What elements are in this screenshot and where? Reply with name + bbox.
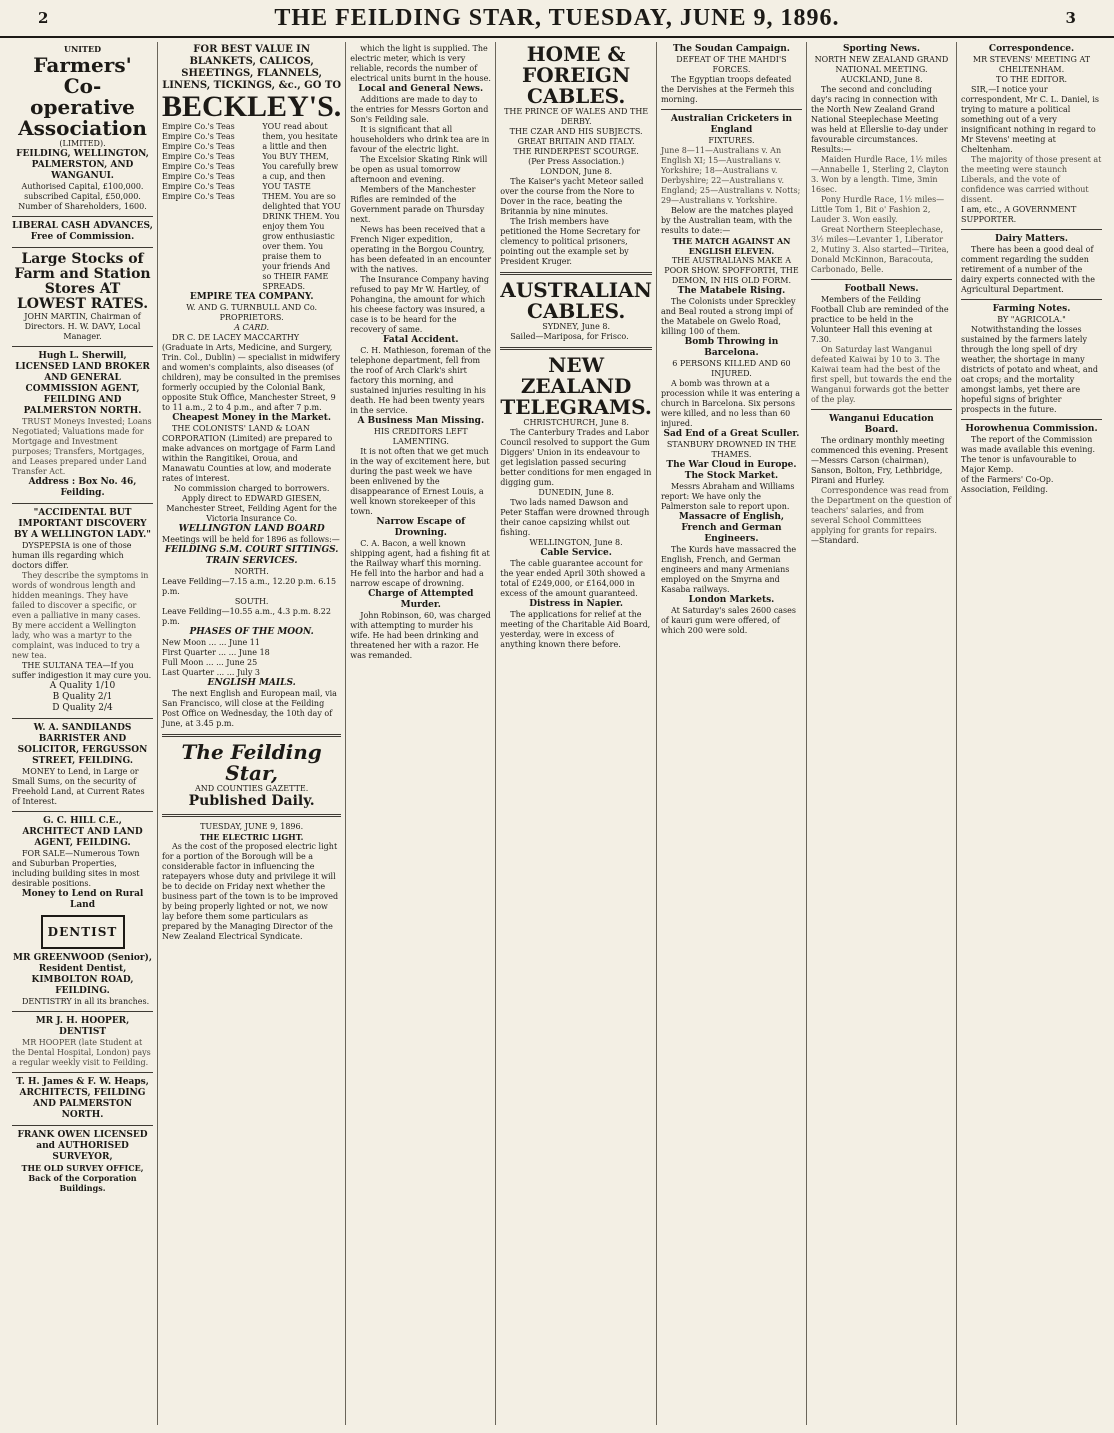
feilding-star-nameplate: The Feilding Star, bbox=[181, 740, 322, 785]
column-4: HOME & FOREIGN CABLES. THE PRINCE OF WALES AND THE DERBY. THE CZAR AND HIS SUBJECTS. GREAT BRITAIN AND ITALY. THE RINDERPEST SCOURGE. (Per Press Association.) LONDON, June 8. The Kaiser's yacht Meteor sailed over the course from the Nore to Dover in the race, beating the Britannia by nine minutes. The Irish members have petitioned the Home Secretary for clemency to political prisoners, pointing out the example set by President Kruger. AUSTRALIAN CABLES. SYDNEY, June 8. Sailed—Mariposa, for Frisco. NEW ZEALAND TELEGRAMS. CHRISTCHURCH, June 8. The Canterbury Trades and Labor Council resolved to support the Gum Diggers' Union in its endeavour to get legislation passed securing better conditions for men engaged in digging gum. DUNEDIN, June 8. Two lads named Dawson and Peter Staffan were drowned through their canoe capsizing whilst out fishing. WELLINGTON, June 8. Cable Service. The cable guarantee account for the year ended April 30th showed a total of £249,000, or £164,000 in excess of the amount guaranteed. Distress in Napier. The applications for relief at the meeting of the Charitable Aid Board, yesterday, were in excess of anything known there before. bbox=[496, 42, 657, 1425]
beckleys-heading: BECKLEY'S. bbox=[162, 90, 342, 123]
column-3: which the light is supplied. The electric meter, which is very reliable, records the number of electrical units burnt in the house. Local and General News. Additions are made to day to the entries for Messrs Gorton and Son's Feilding sale. It is significant that all householders who drink tea are in favour of the electric light. The Excelsior Skating Rink will be open as usual tomorrow afternoon and evening. Members of the Manchester Rifles are reminded of the Government parade on Thursday next. News has been received that a French Niger expedition, operating in the Borgou Country, has been defeated in an encounter with the natives. The Insurance Company having refused to pay Mr W. Hartley, of Pohangina, the amount for which his cheese factory was insured, a case is to be heard for the recovery of same. Fatal Accident. C. H. Mathieson, foreman of the telephone department, fell from the roof of Arch Clark's shirt factory this morning, and sustained injuries resulting in his death. He had been twenty years in the service. A Business Man Missing. HIS CREDITORS LEFT LAMENTING. It is not often that we get much in the way of excitement here, but during the past week we have been enlivened by the disappearance of Ernest Louis, a well known storekeeper of this town. Narrow Escape of Drowning. C. A. Bacon, a well known shipping agent, had a fishing fit at the Railway wharf this morning. He fell into the harbor and had a narrow escape of drowning. Charge of Attempted Murder. John Robinson, 60, was charged with attempting to murder his wife. He had been drinking and threatened her with a razor. He was remanded. bbox=[346, 42, 496, 1425]
nz-telegrams-heading: NEW ZEALAND TELEGRAMS. bbox=[500, 353, 652, 419]
masthead bbox=[0, 0, 1114, 38]
columns bbox=[8, 42, 1106, 1425]
australian-cables-heading: AUSTRALIAN CABLES. bbox=[500, 278, 652, 323]
column-6: Sporting News. NORTH NEW ZEALAND GRAND NATIONAL MEETING. AUCKLAND, June 8. The second and concluding day's racing in connection with the North New Zealand Grand National Steeplechase Meeting was held at Ellerslie to-day under favourable circumstances. Results:— Maiden Hurdle Race, 1½ miles—Annabelle 1, Sterling 2, Clayton 3. Won by a length. Time, 3min 16sec. Pony Hurdle Race, 1½ miles—Little Tom 1, Bit o' Fashion 2, Lauder 3. Won easily. Great Northern Steeplechase, 3½ miles—Levanter 1, Liberator 2, Mutiny 3. Also started—Tiritea, Donald McKinnon, Baracouta, Carbonado, Belle. Football News. Members of the Feilding Football Club are reminded of the practice to be held in the Volunteer Hall this evening at 7.30. On Saturday last Wanganui defeated Kaiwai by 10 to 3. The Kaiwai team had the best of the first spell, but towards the end the Wanganui forwards got the better of the play. Wanganui Education Board. The ordinary monthly meeting commenced this evening. Present—Messrs Carson (chairman), Sanson, Bolton, Fry, Lethbridge, Pirani and Hurley. Correspondence was read from the Department on the question of teachers' salaries, and from several School Committees applying for grants for repairs. —Standard. bbox=[807, 42, 957, 1425]
newspaper-title: THE FEILDING STAR, TUESDAY, JUNE 9, 1896. bbox=[274, 4, 840, 31]
column-1: UNITED Farmers' Co-operative Association (LIMITED). FEILDING, WELLINGTON, PALMERSTON, AND WANGANUI. Authorised Capital, £100,000. subscribed Capital, £50,000. Number of Shareholders, 1600. LIBERAL CASH ADVANCES, Free of Commission. Large Stocks of Farm and Station Stores AT LOWEST RATES. JOHN MARTIN, Chairman of Directors. H. W. DAVY, Local Manager. Hugh L. Sherwill, LICENSED LAND BROKER AND GENERAL COMMISSION AGENT, FEILDING AND PALMERSTON NORTH. TRUST Moneys Invested; Loans Negotiated; Valuations made for Mortgage and Investment purposes; Transfers, Mortgages, and Leases prepared under Land Transfer Act. Address : Box No. 46, Feilding. "ACCIDENTAL BUT IMPORTANT DISCOVERY BY A WELLINGTON LADY." DYSPEPSIA is one of those human ills regarding which doctors differ. They describe the symptoms in words of wondrous length and hidden meanings. They have failed to discover a specific, or even a palliative in many cases. By mere accident a Wellington lady, who was a martyr to the complaint, was induced to try a new tea. THE SULTANA TEA—If you suffer indigestion it may cure you. A Quality 1/10 B Quality 2/1 D Quality 2/4 W. A. SANDILANDS BARRISTER AND SOLICITOR, FERGUSSON STREET, FEILDING. MONEY to Lend, in Large or Small Sums, on the security of Freehold Land, at Current Rates of Interest. G. C. HILL C.E., ARCHITECT AND LAND AGENT, FEILDING. FOR SALE—Numerous Town and Suburban Properties, including building sites in most desirable positions. Money to Lend on Rural Land DENTIST MR GREENWOOD (Senior), Resident Dentist, KIMBOLTON ROAD, FEILDING. DENTISTRY in all its branches. MR J. H. HOOPER, DENTIST MR HOOPER (late Student at the Dental Hospital, London) pays a regular weekly visit to Feilding. T. H. James & F. W. Heaps, ARCHITECTS, FEILDING AND PALMERSTON NORTH. FRANK OWEN LICENSED and AUTHORISED SURVEYOR, THE OLD SURVEY OFFICE, Back of the Corporation Buildings. bbox=[8, 42, 158, 1425]
page-number-right: 3 bbox=[1065, 9, 1076, 27]
column-7: Correspondence. MR STEVENS' MEETING AT CHELTENHAM. TO THE EDITOR. SIR,—I notice your correspondent, Mr C. L. Daniel, is trying to mature a political something out of a very insignificant nothing in regard to Mr Stevens' meeting at Cheltenham. The majority of those present at the meeting were staunch Liberals, and the vote of confidence was carried without dissent. I am, etc., A GOVERNMENT SUPPORTER. Dairy Matters. There has been a good deal of comment regarding the sudden retirement of a number of the dairy experts connected with the Agricultural Department. Farming Notes. BY "AGRICOLA." Notwithstanding the losses sustained by the farmers lately through the long spell of dry weather, the shortage in many districts of potato and wheat, and oat crops; and the mortality amongst lambs, yet there are hopeful signs of brighter prospects in the future. Horowhenua Commission. The report of the Commission was made available this evening. The tenor is unfavourable to Major Kemp. of the Farmers' Co-Op. Association, Feilding. bbox=[961, 44, 1102, 494]
column-2: FOR BEST VALUE IN BLANKETS, CALICOS, SHEETINGS, FLANNELS, LINENS, TICKINGS, &c., GO TO BECKLEY'S. Empire Co.'s Teas Empire Co.'s Teas Empire Co.'s Teas Empire Co.'s Teas Empire Co.'s Teas Empire Co.'s Teas Empire Co.'s Teas Empire Co.'s Teas YOU read about them, you hesitate a little and then You BUY THEM, You carefully brew a cup, and then YOU TASTE THEM. You are so delighted that YOU DRINK THEM. You enjoy them You grow enthusiastic over them. You praise them to your friends And so THEIR FAME SPREADS. EMPIRE TEA COMPANY. W. AND G. TURNBULL AND Co. PROPRIETORS. A CARD. DR C. DE LACEY MACCARTHY (Graduate in Arts, Medicine, and Surgery, Trin. Col., Dublin) — specialist in midwifery and women's complaints, also diseases (of children), may be consulted in the premises formerly occupied by the Colonial Bank, opposite Stuk Office, Manchester Street, 9 to 11 a.m., 2 to 4 p.m., and after 7 p.m. Cheapest Money in the Market. THE COLONISTS' LAND & LOAN CORPORATION (Limited) are prepared to make advances on mortgage of Farm Land within the Rangitikei, Oroua, and Manawatu Counties at low, and moderate rates of interest. No commission charged to borrowers. Apply direct to EDWARD GIESEN, Manchester Street, Feilding Agent for the Victoria Insurance Co. WELLINGTON LAND BOARD Meetings will be held for 1896 as follows:— FEILDING S.M. COURT SITTINGS. TRAIN SERVICES. NORTH. Leave Feilding—7.15 a.m., 12.20 p.m. 6.15 p.m. SOUTH. Leave Feilding—10.55 a.m., 4.3 p.m. 8.22 p.m. PHASES OF THE MOON. New Moon ... ... June 11 First Quarter ... ... June 18 Full Moon ... ... June 25 Last Quarter ... ... July 3 ENGLISH MAILS. The next English and European mail, via San Francisco, will close at the Feilding Post Office on Wednesday, the 10th day of June, at 3.45 p.m. The Feilding Star, AND COUNTIES GAZETTE. Published Daily. TUESDAY, JUNE 9, 1896. THE ELECTRIC LIGHT. As the cost of the proposed electric light for a portion of the Borough will be a considerable factor in influencing the ratepayers whose duty and privilege it will be to decide on Friday next whether the business part of the town is to be improved by being properly lighted or not, we now lay before them some particulars as prepared by the Managing Director of the New Zealand Electrical Syndicate. bbox=[158, 42, 346, 1425]
column-5: The Soudan Campaign. DEFEAT OF THE MAHDI'S FORCES. The Egyptian troops defeated the Dervishes at the Fermeh this morning. Australian Cricketers in England FIXTURES. June 8—11—Australians v. An English XI; 15—Australians v. Yorkshire; 18—Australians v. Derbyshire; 22—Australians v. England; 25—Australians v. Notts; 29—Australians v. Yorkshire. Below are the matches played by the Australian team, with the results to date:— THE MATCH AGAINST AN ENGLISH ELEVEN. THE AUSTRALIANS MAKE A POOR SHOW. SPOFFORTH, THE DEMON, IN HIS OLD FORM. The Matabele Rising. The Colonists under Spreckley and Beal routed a strong impi of the Matabele on Gwelo Road, killing 100 of them. Bomb Throwing in Barcelona. 6 PERSONS KILLED AND 60 INJURED. A bomb was thrown at a procession while it was entering a church in Barcelona. Six persons were killed, and no less than 60 injured. Sad End of a Great Sculler. STANBURY DROWNED IN THE THAMES. The War Cloud in Europe. The Stock Market. Messrs Abraham and Williams report: We have only the Palmerston sale to report upon. Massacre of English, French and German Engineers. The Kurds have massacred the English, French, and German engineers and many Armenians employed on the Smyrna and Kasaba railways. London Markets. At Saturday's sales 2600 cases of kauri gum were offered, of which 200 were sold. bbox=[657, 42, 807, 1425]
home-foreign-cables-heading: HOME & FOREIGN CABLES. bbox=[522, 42, 631, 108]
farmers-assoc-heading: Farmers' Co-operative Association bbox=[18, 53, 147, 140]
dentist-logo: DENTIST bbox=[41, 915, 125, 949]
page-number-left: 2 bbox=[38, 9, 49, 27]
